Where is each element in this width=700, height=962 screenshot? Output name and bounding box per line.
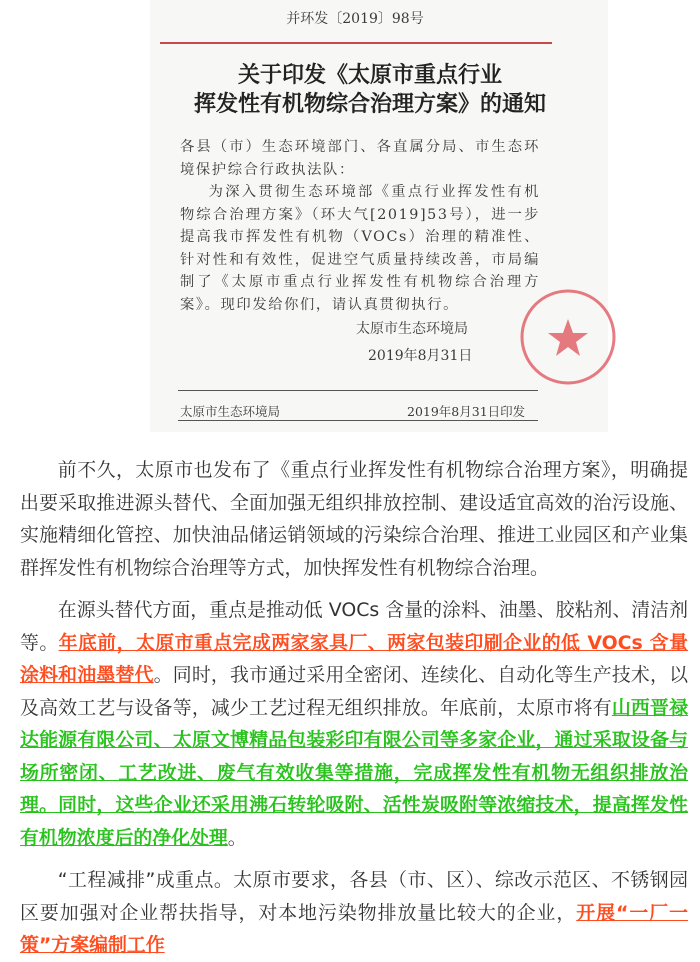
document-signature-date: 2019年8月31日 (368, 348, 473, 364)
red-header-divider (160, 42, 552, 44)
document-title-line1: 关于印发《太原市重点行业 (237, 62, 502, 88)
p2-highlight-green: 山西晋禄达能源有限公司、太原文博精品包装彩印有限公司等多家企业，通过采取设备与场所密闭、工艺改进、废气有效收集等措施，完成挥发性有机物无组织排放治理。同时，这些企业还采用沸石转轮吸附、活性炭吸附等浓缩技术，提高挥发性有机物浓度后的净化处理 (20, 696, 689, 849)
document-body: 为深入贯彻生态环境部《重点行业挥发性有机物综合治理方案》（环大气[2019]53号），进一步提高我市挥发性有机物（VOCs）治理的精准性、针对性和有效性，促进空气质量持续改善，市局编制了《太原市重点行业挥发性有机物综合治理方案》。现印发给你们，请认真贯彻执行。 (180, 184, 540, 313)
footer-bottom-divider (178, 420, 538, 421)
official-seal-icon (518, 287, 618, 387)
p2-text: 。 (227, 826, 247, 849)
paragraph-1: 前不久，太原市也发布了《重点行业挥发性有机物综合治理方案》，明确提出要采取推进源头替代、全面加强无组织排放控制、建设适宜高效的治污设施、实施精细化管控、加快油品储运销领域的污染综合治理、推进工业园区和产业集群挥发性有机物综合治理等方式，加快挥发性有机物综合治理。 (20, 459, 688, 579)
document-addressee: 各县（市）生态环境部门、各直属分局、市生态环境保护综合行政执法队： (180, 139, 540, 178)
paragraph-2 (20, 594, 688, 854)
paragraph-3 (20, 864, 688, 962)
document-number: 并环发〔2019〕98号 (286, 11, 424, 27)
article-text (20, 454, 688, 962)
footer-divider (178, 390, 538, 391)
p2-text: 。同时，我市通过采用全密闭、连续化、自动化等生产技术，以及高效工艺与设备等，减少工艺过程无组织排放。年底前，太原市将有 (20, 664, 689, 719)
footer-date: 2019年8月31日印发 (407, 404, 526, 419)
document-title-line2: 挥发性有机物综合治理方案》的通知 (193, 91, 546, 117)
p3-highlight-red: 开展“一厂一策”方案编制工作 (20, 901, 688, 956)
p2-highlight-red: 年底前，太原市重点完成两家家具厂、两家包装印刷企业的低 VOCs 含量涂料和油墨替代 (20, 631, 689, 686)
p3-text: “工程减排”成重点。太原市要求，各县（市、区）、综改示范区、不锈钢园区要加强对企业帮扶指导，对本地污染物排放量比较大的企业， (20, 869, 688, 924)
document-signature: 太原市生态环境局 (356, 321, 468, 337)
p2-text: 在源头替代方面，重点是推动低 VOCs 含量的涂料、油墨、胶粘剂、清洁剂等。 (20, 599, 688, 654)
footer-org: 太原市生态环境局 (180, 404, 281, 419)
notice-document-image (150, 0, 608, 432)
